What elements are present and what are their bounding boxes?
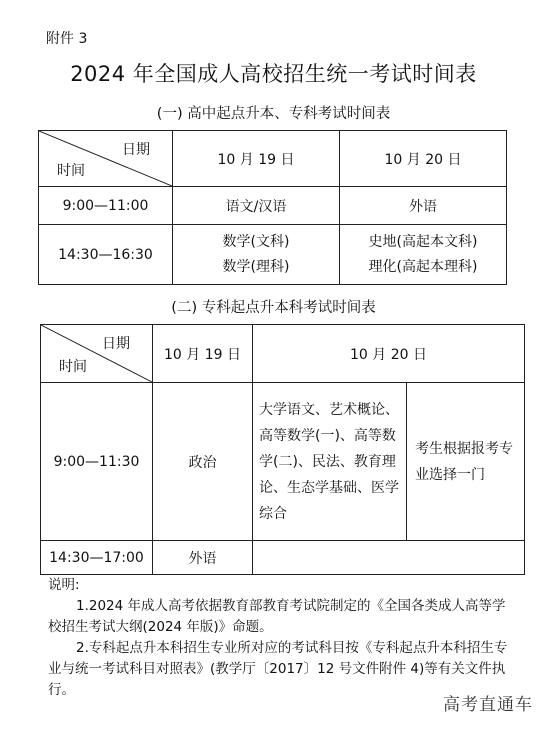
subject-cell: 外语 bbox=[153, 541, 253, 575]
subject-cell: 外语 bbox=[340, 187, 507, 225]
notes-heading: 说明: bbox=[48, 577, 80, 593]
time-cell: 9:00—11:00 bbox=[39, 187, 173, 225]
corner-date-label: 日期 bbox=[102, 336, 130, 352]
date-header: 10 月 19 日 bbox=[173, 131, 340, 187]
section2-title: (二) 专科起点升本科考试时间表 bbox=[171, 300, 376, 316]
corner-header bbox=[41, 325, 153, 383]
subject-cell: 语文/汉语 bbox=[173, 187, 340, 225]
corner-time-label: 时间 bbox=[57, 163, 85, 179]
empty-cell bbox=[253, 541, 525, 575]
attachment-label: 附件 3 bbox=[46, 31, 88, 47]
note-item: 2.专科起点升本科招生专业所对应的考试科目按《专科起点升本科招生专业与统一考试科目对照表》(教学厅〔2017〕12 号文件附件 4)等有关文件执行。 bbox=[48, 640, 508, 698]
section1-title: (一) 高中起点升本、专科考试时间表 bbox=[156, 106, 391, 122]
date-header: 10 月 20 日 bbox=[253, 325, 525, 383]
subject-line: 数学(理科) bbox=[222, 258, 290, 275]
date-header: 10 月 19 日 bbox=[153, 325, 253, 383]
subject-cell: 考生根据报考专业选择一门 bbox=[407, 383, 525, 541]
time-cell: 14:30—17:00 bbox=[41, 541, 153, 575]
schedule-table-1 bbox=[38, 130, 507, 285]
subject-cell bbox=[173, 225, 340, 285]
date-header: 10 月 20 日 bbox=[340, 131, 507, 187]
subject-cell: 政治 bbox=[153, 383, 253, 541]
subject-cell: 大学语文、艺术概论、高等数学(一)、高等数学(二)、民法、教育理论、生态学基础、医学综合 bbox=[253, 383, 407, 541]
schedule-table-2 bbox=[40, 324, 525, 575]
subject-line: 史地(高起本文科) bbox=[368, 233, 478, 250]
note-item: 1.2024 年成人高考依据教育部教育考试院制定的《全国各类成人高等学校招生考试大纲(2024 年版)》命题。 bbox=[48, 598, 506, 635]
subject-line: 理化(高起本理科) bbox=[368, 258, 478, 275]
time-cell: 9:00—11:30 bbox=[41, 383, 153, 541]
corner-time-label: 时间 bbox=[59, 359, 87, 375]
time-cell: 14:30—16:30 bbox=[39, 225, 173, 285]
corner-header bbox=[39, 131, 173, 187]
subject-line: 数学(文科) bbox=[222, 233, 290, 250]
watermark: 高考直通车 bbox=[443, 695, 533, 715]
subject-cell bbox=[340, 225, 507, 285]
corner-date-label: 日期 bbox=[122, 142, 150, 158]
notes bbox=[48, 575, 518, 701]
page-title: 2024 年全国成人高校招生统一考试时间表 bbox=[70, 62, 477, 86]
